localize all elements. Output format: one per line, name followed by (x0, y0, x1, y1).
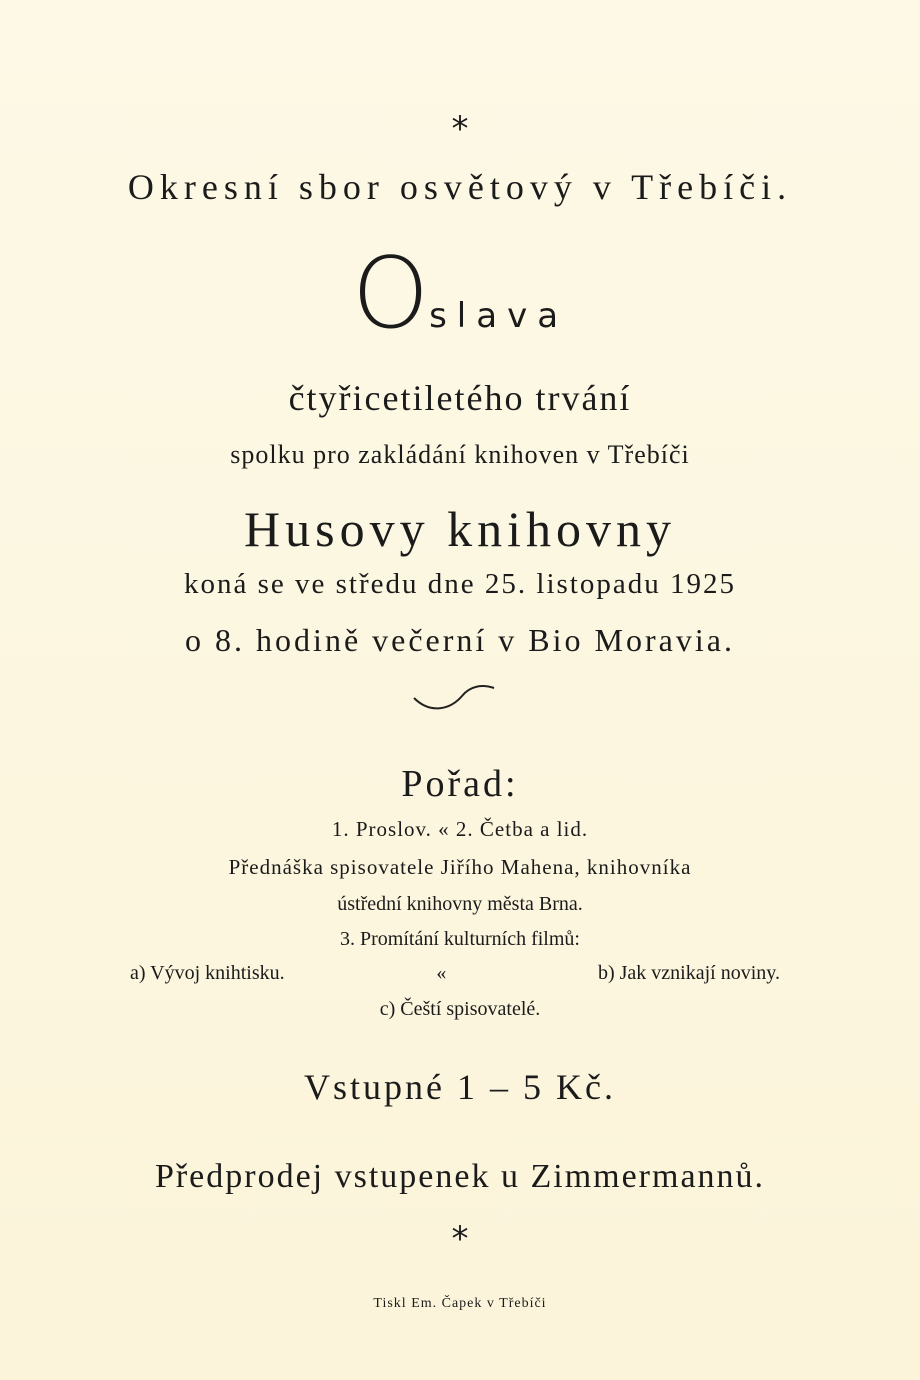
occasion-line: čtyřicetiletého trvání (288, 378, 632, 418)
program-lecture-line1: Přednáška spisovatele Jiřího Mahena, knihovníka (228, 855, 692, 879)
title-initial: O (351, 237, 430, 351)
title-rest: slava (429, 296, 569, 336)
time-place-line: o 8. hodině večerní v Bio Moravia. (185, 622, 735, 658)
printer-line: Tiskl Em. Čapek v Třebíči (373, 1296, 547, 1311)
admission-line: Vstupné 1 – 5 Kč. (304, 1067, 616, 1107)
library-name-line: Husovy knihovny (244, 501, 676, 557)
film-a: a) Vývoj knihtisku. (130, 962, 285, 984)
film-c: c) Čeští spisovatelé. (379, 998, 541, 1020)
presale-line: Předprodej vstupenek u Zimmermannů. (154, 1158, 766, 1195)
program-lecture-line2: ústřední knihovny města Brna. (337, 893, 583, 915)
swash-ornament (410, 680, 500, 720)
title-oslava (0, 237, 920, 351)
star-ornament-bottom: * (451, 1219, 469, 1259)
organizer-line: Okresní sbor osvětový v Třebíči. (127, 167, 793, 207)
program-item-3: 3. Promítání kulturních filmů: (340, 928, 580, 950)
film-separator: « (436, 962, 447, 984)
film-row (130, 962, 780, 985)
program-heading: Pořad: (401, 763, 519, 805)
society-line: spolku pro zakládání knihoven v Třebíči (230, 440, 690, 469)
star-ornament-top: * (451, 109, 469, 149)
date-line: koná se ve středu dne 25. listopadu 1925 (184, 568, 736, 600)
film-b: b) Jak vznikají noviny. (597, 962, 780, 984)
program-item-1-2: 1. Proslov. « 2. Četba a lid. (331, 817, 589, 841)
